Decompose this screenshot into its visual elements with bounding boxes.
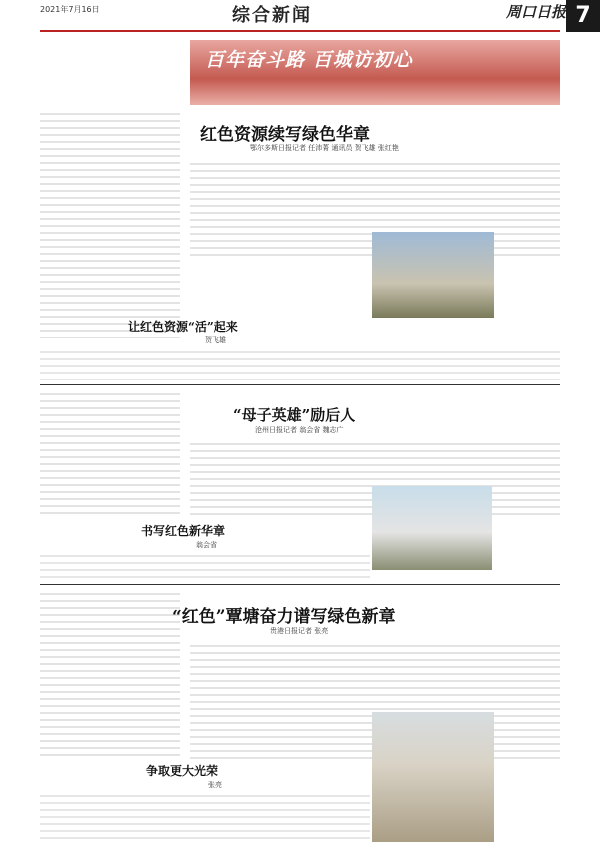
article1-photo: [372, 232, 494, 318]
article6-byline: 张亮: [208, 781, 222, 789]
article6-body: [40, 790, 370, 840]
article3-headline: “母子英雄”励后人: [233, 406, 356, 424]
issue-date: 2021年7月16日: [40, 5, 100, 14]
section-divider-2: [40, 584, 560, 585]
article5-left-column: [40, 588, 180, 758]
article2-headline: 让红色资源“活”起来: [128, 320, 238, 334]
article2-body: [40, 346, 560, 380]
banner-title: 百年奋斗路 百城访初心: [205, 49, 413, 71]
section-title: 综合新闻: [232, 5, 312, 26]
article3-photo: [372, 486, 492, 570]
article4-byline: 翁会省: [196, 541, 217, 549]
article5-byline: 贵港日报记者 张亮: [270, 627, 329, 635]
article1-byline: 鄂尔多斯日报记者 任沛菁 通讯员 贺飞雄 张红艳: [250, 144, 399, 152]
section-divider-1: [40, 384, 560, 385]
header-rule: [40, 30, 560, 32]
intro-text-column: [40, 108, 180, 338]
article6-headline: 争取更大光荣: [146, 764, 219, 778]
article5-headline: “红色”覃塘奋力谱写绿色新章: [172, 607, 396, 627]
page-number: 7: [566, 0, 600, 32]
article5-photo: [372, 712, 494, 842]
article1-headline: 红色资源续写绿色华章: [200, 125, 370, 145]
article4-body: [40, 550, 370, 580]
article2-byline: 贺飞雄: [205, 336, 226, 344]
article3-left-column: [40, 388, 180, 518]
article3-byline: 沧州日报记者 翁会省 魏志广: [255, 426, 344, 434]
article4-headline: 书写红色新华章: [141, 524, 226, 538]
newspaper-name: 周口日报: [506, 3, 567, 21]
